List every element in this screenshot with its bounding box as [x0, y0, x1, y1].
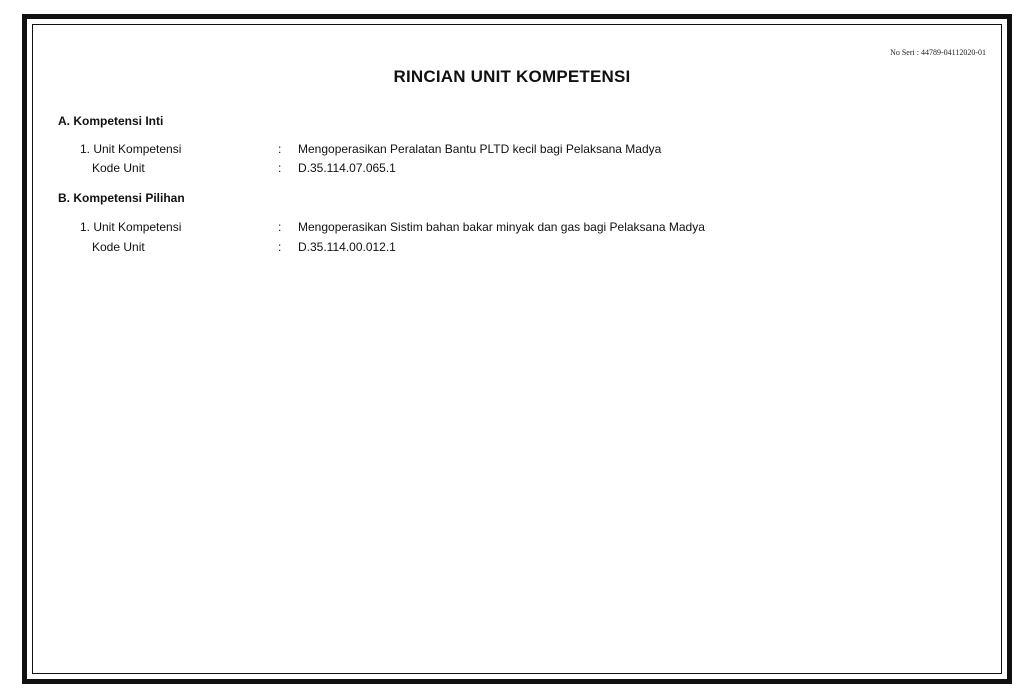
section-heading-core-competency: A. Kompetensi Inti [58, 114, 164, 128]
unit-code-value: D.35.114.07.065.1 [298, 161, 396, 175]
unit-competency-label: 1. Unit Kompetensi [80, 142, 182, 156]
separator-colon: : [278, 142, 282, 156]
serial-number: No Seri : 44789-04112020-01 [890, 48, 986, 57]
unit-competency-label: 1. Unit Kompetensi [80, 220, 182, 234]
separator-colon: : [278, 161, 282, 175]
separator-colon: : [278, 220, 282, 234]
unit-code-value: D.35.114.00.012.1 [298, 240, 396, 254]
separator-colon: : [278, 240, 282, 254]
inner-border-frame [32, 24, 1002, 674]
unit-code-label: Kode Unit [92, 240, 145, 254]
unit-competency-value: Mengoperasikan Peralatan Bantu PLTD kecil bagi Pelaksana Madya [298, 142, 662, 156]
unit-code-label: Kode Unit [92, 161, 145, 175]
section-heading-elective-competency: B. Kompetensi Pilihan [58, 191, 185, 205]
unit-competency-value: Mengoperasikan Sistim bahan bakar minyak dan gas bagi Pelaksana Madya [298, 220, 705, 234]
page-title: RINCIAN UNIT KOMPETENSI [393, 67, 631, 86]
outer-border-frame [22, 14, 1012, 684]
